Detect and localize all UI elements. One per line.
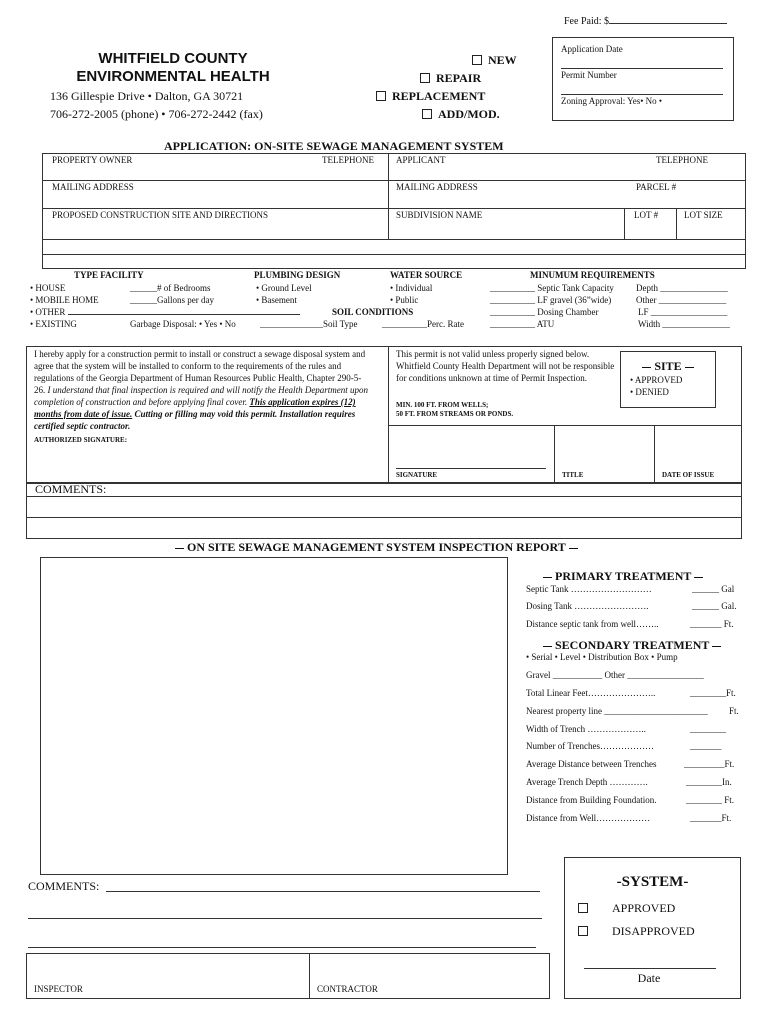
office-name-line1: WHITFIELD COUNTY: [98, 50, 248, 67]
grid-line: [388, 153, 389, 239]
dosing-chamber-field[interactable]: __________ Dosing Chamber: [490, 307, 599, 317]
office-name: [48, 50, 298, 86]
building-foundation-distance-label: Distance from Building Foundation.: [526, 795, 657, 805]
inspection-comments-line[interactable]: [106, 891, 540, 892]
system-heading: -SYSTEM-: [616, 874, 689, 890]
checkbox-icon[interactable]: [420, 73, 430, 83]
application-statement: I hereby apply for a construction permit to install or construct a sewage disposal system and agree that the system will be installed to conform to the requirements of the rules and regulations of the Georgia Department of Human Resources Public Health, Chapter 290-5-26. I understand that final inspection is required and will notify the Health Department upon completion of construction and before applying final cover. This application expires (12) months from date of issue. Cutting or filling may void this permit. Installation requires certified septic contractor.: [34, 349, 369, 431]
application-date-line[interactable]: [561, 68, 723, 69]
inspector-field[interactable]: INSPECTOR: [34, 984, 83, 994]
property-owner-field[interactable]: PROPERTY OWNER: [52, 155, 133, 165]
office-name-line2: ENVIRONMENTAL HEALTH: [76, 68, 270, 85]
building-foundation-distance-field[interactable]: ________ Ft.: [686, 795, 735, 805]
min-streams-note: 50 FT. FROM STREAMS OR PONDS.: [396, 410, 514, 418]
grid-line: [624, 208, 625, 239]
septic-tank-capacity-field[interactable]: __________ Septic Tank Capacity: [490, 283, 614, 293]
site-denied[interactable]: • DENIED: [630, 387, 669, 397]
number-of-trenches-label: Number of Trenches………………: [526, 741, 654, 751]
checkbox-icon[interactable]: [578, 903, 588, 913]
atu-field[interactable]: __________ ATU: [490, 319, 555, 329]
permit-validity-note: This permit is not valid unless properly signed below. Whitfield County Health Department will not be responsible for conditions unknown at time of Permit Inspection.: [396, 349, 615, 383]
other-field[interactable]: Other _______________: [636, 295, 727, 305]
inspection-comments-line[interactable]: [28, 918, 542, 919]
inspection-comments-line[interactable]: [28, 947, 536, 948]
application-title: APPLICATION: ON-SITE SEWAGE MANAGEMENT SYSTEM: [164, 139, 504, 153]
lot-size-field[interactable]: LOT SIZE: [684, 210, 723, 220]
signature-line[interactable]: [396, 468, 546, 469]
inspection-comments-label: COMMENTS:: [28, 879, 100, 893]
grid-line: [42, 239, 746, 240]
number-of-trenches-field[interactable]: _______: [690, 741, 722, 751]
owner-mailing-address-field[interactable]: MAILING ADDRESS: [52, 182, 134, 192]
box-divider: [388, 346, 389, 483]
office-address: 136 Gillespie Drive • Dalton, GA 30721: [50, 89, 244, 103]
title-label: TITLE: [562, 471, 584, 479]
soil-type-field[interactable]: ______________Soil Type: [260, 319, 358, 329]
septic-well-distance-field[interactable]: _______ Ft.: [690, 619, 734, 629]
total-linear-feet-field[interactable]: ________Ft.: [690, 688, 736, 698]
lf-gravel-field[interactable]: __________ LF gravel (36”wide): [490, 295, 612, 305]
grid-line: [42, 254, 746, 255]
permit-type-new[interactable]: NEW: [472, 53, 517, 68]
secondary-options[interactable]: • Serial • Level • Distribution Box • Pump: [526, 652, 678, 662]
septic-tank-label: Septic Tank ………………………: [526, 584, 652, 594]
type-facility-heading: TYPE FACILITY: [74, 270, 144, 280]
application-date-label: Application Date: [561, 44, 623, 54]
plumbing-basement[interactable]: • Basement: [256, 295, 297, 305]
dosing-tank-field[interactable]: ______ Gal.: [692, 601, 737, 611]
gallons-field[interactable]: ______Gallons per day: [130, 295, 214, 305]
box-divider: [654, 425, 655, 483]
inspection-report-title: ON SITE SEWAGE MANAGEMENT SYSTEM INSPECTION REPORT: [172, 540, 581, 555]
permit-number-label: Permit Number: [561, 70, 617, 80]
depth-field[interactable]: Depth _______________: [636, 283, 728, 293]
fee-paid-label: Fee Paid: $: [564, 16, 727, 27]
secondary-treatment-heading: SECONDARY TREATMENT: [540, 638, 724, 653]
checkbox-icon[interactable]: [376, 91, 386, 101]
inspector-contractor-box: [26, 953, 550, 999]
well-distance-field[interactable]: _______Ft.: [690, 813, 732, 823]
plumbing-heading: PLUMBING DESIGN: [254, 270, 341, 280]
avg-distance-trenches-label: Average Distance between Trenches: [526, 759, 657, 769]
lf-field[interactable]: LF _________________: [638, 307, 728, 317]
permit-type-addmod[interactable]: ADD/MOD.: [422, 107, 500, 122]
garbage-disposal[interactable]: Garbage Disposal: • Yes • No: [130, 319, 236, 329]
well-distance-label: Distance from Well………………: [526, 813, 651, 823]
checkbox-icon[interactable]: [578, 926, 588, 936]
width-of-trench-field[interactable]: ________: [690, 724, 726, 734]
facility-mobile-home[interactable]: • MOBILE HOME: [30, 295, 99, 305]
system-approved[interactable]: APPROVED: [578, 901, 675, 916]
office-phones: 706-272-2005 (phone) • 706-272-2442 (fax): [50, 107, 263, 121]
box-divider: [309, 953, 310, 999]
owner-telephone-field[interactable]: TELEPHONE: [322, 155, 374, 165]
avg-trench-depth-label: Average Trench Depth ………….: [526, 777, 648, 787]
proposed-site-field[interactable]: PROPOSED CONSTRUCTION SITE AND DIRECTIONS: [52, 210, 269, 220]
lot-number-field[interactable]: LOT #: [634, 210, 659, 220]
total-linear-feet-label: Total Linear Feet…………………..: [526, 688, 656, 698]
permit-type-replacement[interactable]: REPLACEMENT: [376, 89, 485, 104]
dosing-tank-label: Dosing Tank …………………….: [526, 601, 649, 611]
facility-other[interactable]: • OTHER: [30, 307, 300, 317]
perc-rate-field[interactable]: __________Perc. Rate: [382, 319, 464, 329]
nearest-property-line-label[interactable]: Nearest property line _______________________: [526, 706, 708, 716]
water-source-heading: WATER SOURCE: [390, 270, 463, 280]
grid-line: [42, 180, 746, 181]
zoning-approval: Zoning Approval: Yes• No •: [561, 96, 663, 106]
min-wells-note: MIN. 100 FT. FROM WELLS;: [396, 401, 489, 409]
comments-box[interactable]: [26, 483, 742, 539]
bedrooms-field[interactable]: ______# of Bedrooms: [130, 283, 211, 293]
avg-trench-depth-field[interactable]: ________In.: [686, 777, 732, 787]
date-of-issue-label: DATE OF ISSUE: [662, 471, 715, 479]
water-public[interactable]: • Public: [390, 295, 419, 305]
plumbing-ground-level[interactable]: • Ground Level: [256, 283, 312, 293]
comments-label: COMMENTS:: [35, 482, 107, 496]
site-heading: SITE: [620, 359, 716, 374]
grid-line: [676, 208, 677, 239]
soil-conditions-heading: SOIL CONDITIONS: [332, 307, 414, 317]
primary-treatment-heading: PRIMARY TREATMENT: [540, 569, 706, 584]
facility-other-line[interactable]: [68, 314, 300, 315]
box-divider: [388, 425, 742, 426]
system-disapproved[interactable]: DISAPPROVED: [578, 924, 695, 939]
permit-type-repair[interactable]: REPAIR: [420, 71, 481, 86]
permit-number-line[interactable]: [561, 94, 723, 95]
checkbox-icon[interactable]: [422, 109, 432, 119]
grid-line: [42, 208, 746, 209]
nearest-property-line-unit: Ft.: [729, 706, 739, 716]
system-date-line[interactable]: [584, 968, 716, 969]
signature-label: SIGNATURE: [396, 471, 438, 479]
site-sketch-area[interactable]: [40, 557, 508, 875]
facility-existing[interactable]: • EXISTING: [30, 319, 77, 329]
applicant-mailing-address-field[interactable]: MAILING ADDRESS: [396, 182, 478, 192]
minimum-requirements-heading: MINUMUM REQUIREMENTS: [530, 270, 655, 280]
subdivision-field[interactable]: SUBDIVISION NAME: [396, 210, 483, 220]
site-approved[interactable]: • APPROVED: [630, 375, 683, 385]
gravel-other-field[interactable]: Gravel ___________ Other _________________: [526, 670, 704, 680]
width-field[interactable]: Width _______________: [638, 319, 730, 329]
fee-paid-field[interactable]: [609, 23, 727, 24]
facility-house[interactable]: • HOUSE: [30, 283, 66, 293]
authorized-signature-label[interactable]: AUTHORIZED SIGNATURE:: [34, 436, 128, 444]
system-date-label: Date: [637, 971, 661, 985]
box-divider: [554, 425, 555, 483]
applicant-field[interactable]: APPLICANT: [396, 155, 446, 165]
comments-line: [26, 517, 742, 518]
width-of-trench-label: Width of Trench ………………..: [526, 724, 646, 734]
applicant-telephone-field[interactable]: TELEPHONE: [656, 155, 708, 165]
septic-well-distance-label: Distance septic tank from well……..: [526, 619, 659, 629]
avg-distance-trenches-field[interactable]: _________Ft.: [684, 759, 735, 769]
septic-tank-field[interactable]: ______ Gal: [692, 584, 735, 594]
checkbox-icon[interactable]: [472, 55, 482, 65]
contractor-field[interactable]: CONTRACTOR: [317, 984, 378, 994]
parcel-field[interactable]: PARCEL #: [636, 182, 677, 192]
water-individual[interactable]: • Individual: [390, 283, 433, 293]
comments-line: [26, 496, 742, 497]
